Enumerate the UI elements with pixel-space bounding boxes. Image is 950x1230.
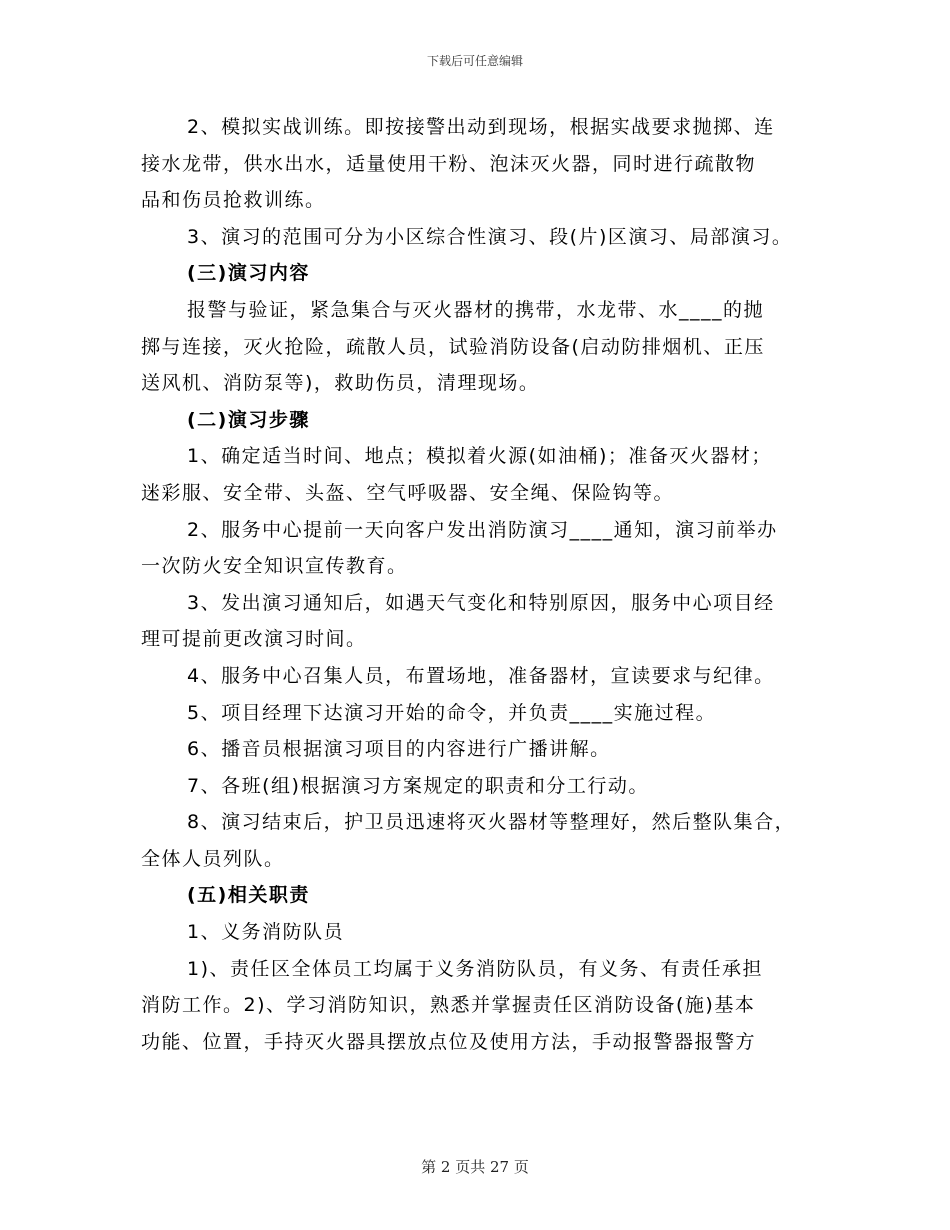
paragraph-line: 送风机、消防泵等)，救助伤员，清理现场。: [141, 372, 540, 395]
paragraph-line: 2、模拟实战训练。即按接警出动到现场，根据实战要求抛掷、连: [187, 116, 775, 138]
paragraph-line: 1)、责任区全体员工均属于义务消防队员，有义务、有责任承担: [187, 957, 764, 980]
paragraph-line: 3、演习的范围可分为小区综合性演习、段(片)区演习、局部演习。: [187, 225, 793, 248]
paragraph-line: 掷与连接，灭火抢险，疏散人员，试验消防设备(启动防排烟机、正压: [141, 335, 765, 358]
section-heading: (三)演习内容: [187, 262, 310, 285]
section-heading: (五)相关职责: [187, 884, 310, 907]
paragraph-line: 报警与验证，紧急集合与灭火器材的携带，水龙带、水____的抛: [187, 298, 765, 321]
paragraph-line: 1、义务消防队员: [187, 921, 345, 944]
paragraph-line: 品和伤员抢救训练。: [141, 189, 326, 212]
paragraph-line: 1、确定适当时间、地点；模拟着火源(如油桶)；准备灭火器材；: [187, 445, 772, 468]
paragraph-line: 接水龙带，供水出水，适量使用干粉、泡沫灭火器，同时进行疏散物: [141, 152, 757, 175]
paragraph-line: 消防工作。2)、学习消防知识，熟悉并掌握责任区消防设备(施)基本: [141, 994, 756, 1017]
page-footer: 第 2 页共 27 页: [421, 1158, 529, 1176]
paragraph-line: 4、服务中心召集人员，布置场地，准备器材，宣读要求与纪律。: [187, 664, 775, 687]
section-heading: (二)演习步骤: [187, 408, 310, 431]
paragraph-line: 一次防火安全知识宣传教育。: [141, 555, 408, 578]
page-header: 下载后可任意编辑: [426, 54, 523, 68]
paragraph-line: 8、演习结束后，护卫员迅速将灭火器材等整理好，然后整队集合，: [187, 811, 796, 834]
paragraph-line: 7、各班(组)根据演习方案规定的职责和分工行动。: [187, 774, 649, 797]
document-body: [141, 109, 825, 1060]
paragraph-line: 功能、位置，手持灭火器具摆放点位及使用方法，手动报警器报警方: [141, 1030, 757, 1053]
paragraph-line: 全体人员列队。: [141, 847, 285, 870]
paragraph-line: 5、项目经理下达演习开始的命令，并负责____实施过程。: [187, 701, 717, 724]
paragraph-line: 3、发出演习通知后，如遇天气变化和特别原因，服务中心项目经: [187, 591, 775, 614]
paragraph-line: 理可提前更改演习时间。: [141, 628, 367, 651]
paragraph-line: 6、播音员根据演习项目的内容进行广播讲解。: [187, 738, 611, 761]
paragraph-line: 迷彩服、安全带、头盔、空气呼吸器、安全绳、保险钩等。: [141, 481, 675, 504]
paragraph-line: 2、服务中心提前一天向客户发出消防演习____通知，演习前举办: [187, 518, 778, 541]
